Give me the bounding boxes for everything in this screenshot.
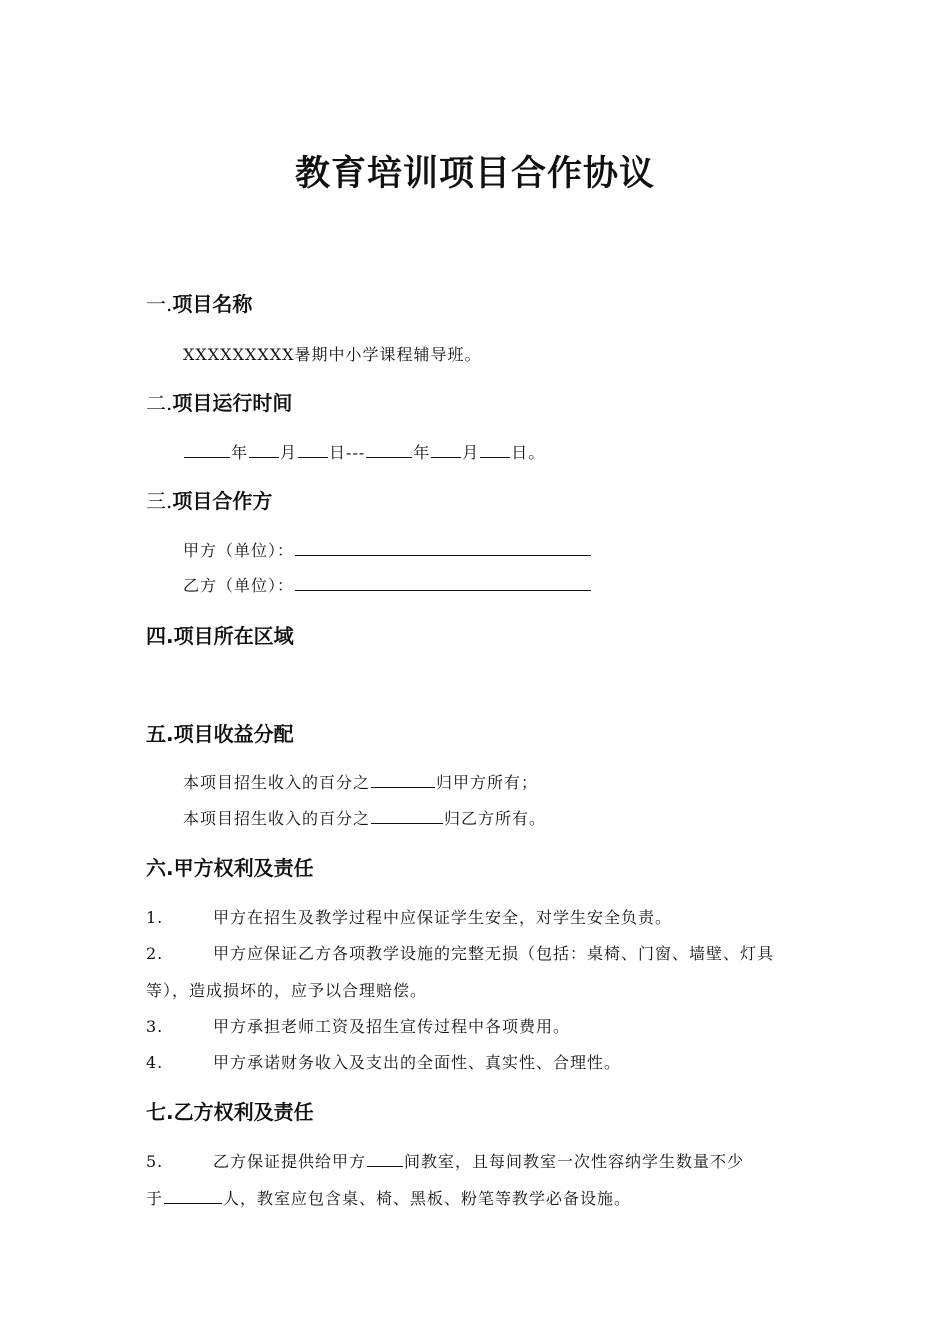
item-text: 间教室，且每间教室一次性容纳学生数量不少 <box>404 1152 745 1171</box>
section-heading-2 <box>146 387 292 416</box>
section-title: 乙方权利及责任 <box>173 1100 314 1124</box>
day-end-label: 日。 <box>511 443 546 462</box>
item-number: 2. <box>146 944 164 963</box>
section-title: 项目运行时间 <box>172 391 293 415</box>
list-item-continuation: 等），造成损坏的，应予以合理赔偿。 <box>146 981 428 1000</box>
document-title: 教育培训项目合作协议 <box>294 154 655 194</box>
item-text: 甲方在招生及教学过程中应保证学生安全，对学生安全负责。 <box>213 908 673 927</box>
list-item <box>146 1050 621 1073</box>
project-period-line <box>183 440 545 463</box>
year-label: 年 <box>231 443 249 462</box>
year-label: 年 <box>413 443 431 462</box>
day-label: 日 <box>329 443 347 462</box>
party-b-label: 乙方（单位）： <box>183 576 295 595</box>
end-day-blank <box>480 441 510 458</box>
month-label: 月 <box>280 443 298 462</box>
item-text: 甲方应保证乙方各项教学设施的完整无损（包括：桌椅、门窗、墙壁、灯具 <box>213 944 775 963</box>
party-a-label: 甲方（单位）： <box>183 541 295 560</box>
item-number: 1. <box>146 908 164 927</box>
revenue-text: 归乙方所有。 <box>444 809 547 828</box>
section-heading-7 <box>146 1096 314 1125</box>
list-item <box>146 1149 744 1172</box>
start-month-blank <box>249 441 279 458</box>
item-text: 于 <box>146 1189 164 1208</box>
list-item <box>146 905 672 928</box>
section-heading-6 <box>146 852 314 881</box>
party-a-line <box>183 538 592 561</box>
range-separator: --- <box>346 443 366 462</box>
month-label: 月 <box>462 443 480 462</box>
item-number: 4. <box>146 1053 164 1072</box>
party-b-blank <box>295 574 591 591</box>
section-number: 五. <box>146 722 174 746</box>
party-a-percent-blank <box>371 771 435 788</box>
revenue-text: 归甲方所有； <box>436 773 539 792</box>
section-title: 项目合作方 <box>172 489 273 513</box>
section-title: 项目收益分配 <box>173 722 294 746</box>
list-item-continuation <box>146 1186 631 1209</box>
section-title: 项目名称 <box>172 292 253 316</box>
section-number: 四. <box>146 624 174 648</box>
section-heading-1 <box>146 288 252 317</box>
item-text: 甲方承诺财务收入及支出的全面性、真实性、合理性。 <box>213 1053 622 1072</box>
section-title: 项目所在区域 <box>173 624 294 648</box>
section-heading-4 <box>146 620 294 649</box>
item-number: 3. <box>146 1017 164 1036</box>
section-number: 一. <box>146 292 173 316</box>
end-month-blank <box>431 441 461 458</box>
item-text: 人，教室应包含桌、椅、黑板、粉笔等教学必备设施。 <box>223 1189 632 1208</box>
project-name-text: XXXXXXXXX暑期中小学课程辅导班。 <box>183 345 482 364</box>
party-b-line <box>183 573 592 596</box>
list-item <box>146 941 774 964</box>
student-count-blank <box>164 1187 222 1204</box>
list-item <box>146 1014 570 1037</box>
start-day-blank <box>298 441 328 458</box>
section-number: 七. <box>146 1100 174 1124</box>
section-number: 二. <box>146 391 173 415</box>
section-number: 三. <box>146 489 173 513</box>
section-title: 甲方权利及责任 <box>173 856 314 880</box>
classroom-count-blank <box>367 1150 403 1167</box>
end-year-blank <box>366 441 412 458</box>
section-heading-3 <box>146 485 272 514</box>
section-number: 六. <box>146 856 174 880</box>
party-b-percent-blank <box>371 807 443 824</box>
revenue-text: 本项目招生收入的百分之 <box>183 809 371 828</box>
item-text: 乙方保证提供给甲方 <box>213 1152 367 1171</box>
revenue-line-b <box>183 806 546 829</box>
item-text: 甲方承担老师工资及招生宣传过程中各项费用。 <box>213 1017 571 1036</box>
party-a-blank <box>295 539 591 556</box>
item-number: 5. <box>146 1152 164 1171</box>
revenue-line-a <box>183 770 538 793</box>
section-heading-5 <box>146 718 294 747</box>
start-year-blank <box>184 441 230 458</box>
revenue-text: 本项目招生收入的百分之 <box>183 773 371 792</box>
